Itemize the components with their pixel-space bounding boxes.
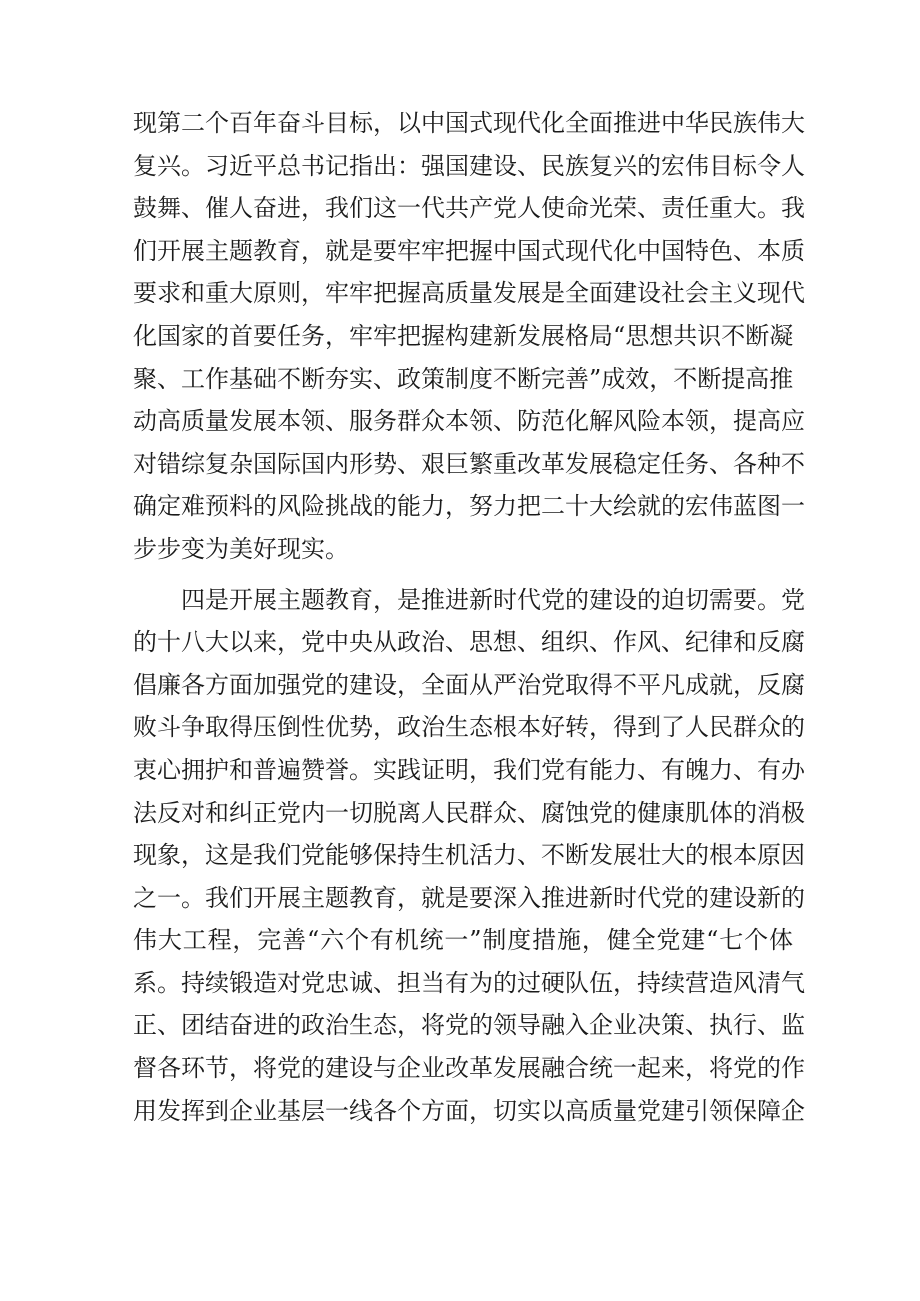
paragraph-1 xyxy=(133,102,805,571)
text-line: 法反对和纠正党内一切脱离人民群众、腐蚀党的健康肌体的消极 xyxy=(133,798,805,827)
text-line: 对错综复杂国际国内形势、艰巨繁重改革发展稳定任务、各种不 xyxy=(133,449,805,478)
text-line: 四是开展主题教育，是推进新时代党的建设的迫切需要。党 xyxy=(133,585,805,614)
paragraph-2 xyxy=(133,579,805,1133)
text-line: 鼓舞、催人奋进，我们这一代共产党人使命光荣、责任重大。我 xyxy=(133,194,805,223)
text-line: 要求和重大原则，牢牢把握高质量发展是全面建设社会主义现代 xyxy=(133,279,805,308)
text-line: 确定难预料的风险挑战的能力，努力把二十大绘就的宏伟蓝图一 xyxy=(133,492,805,521)
text-line: 聚、工作基础不断夯实、政策制度不断完善”成效，不断提高推 xyxy=(133,364,794,393)
document-body xyxy=(133,102,805,1132)
text-line: 正、团结奋进的政治生态，将党的领导融入企业决策、执行、监 xyxy=(133,1011,805,1040)
paragraph-gap xyxy=(133,571,793,579)
text-line: 败斗争取得压倒性优势，政治生态根本好转，得到了人民群众的 xyxy=(133,713,805,742)
text-line: 用发挥到企业基层一线各个方面，切实以高质量党建引领保障企 xyxy=(133,1096,805,1125)
text-line: 衷心拥护和普遍赞誉。实践证明，我们党有能力、有魄力、有办 xyxy=(133,755,805,784)
text-line: 们开展主题教育，就是要牢牢把握中国式现代化中国特色、本质 xyxy=(133,236,805,265)
text-line: 动高质量发展本领、服务群众本领、防范化解风险本领，提高应 xyxy=(133,407,805,436)
text-line: 现第二个百年奋斗目标，以中国式现代化全面推进中华民族伟大 xyxy=(133,109,805,137)
text-line: 复兴。习近平总书记指出：强国建设、民族复兴的宏伟目标令人 xyxy=(133,151,805,180)
text-line: 之一。我们开展主题教育，就是要深入推进新时代党的建设新的 xyxy=(133,883,805,912)
text-line: 步步变为美好现实。 xyxy=(133,534,349,563)
text-line: 督各环节，将党的建设与企业改革发展融合统一起来，将党的作 xyxy=(133,1054,805,1083)
text-line: 系。持续锻造对党忠诚、担当有为的过硬队伍，持续营造风清气 xyxy=(133,968,805,997)
text-line: 伟大工程，完善“六个有机统一”制度措施，健全党建“七个体 xyxy=(133,926,793,955)
text-line: 化国家的首要任务，牢牢把握构建新发展格局“思想共识不断凝 xyxy=(133,321,794,350)
text-line: 倡廉各方面加强党的建设，全面从严治党取得不平凡成就，反腐 xyxy=(133,670,805,699)
text-line: 的十八大以来，党中央从政治、思想、组织、作风、纪律和反腐 xyxy=(133,628,805,657)
text-line: 现象，这是我们党能够保持生机活力、不断发展壮大的根本原因 xyxy=(133,841,805,870)
